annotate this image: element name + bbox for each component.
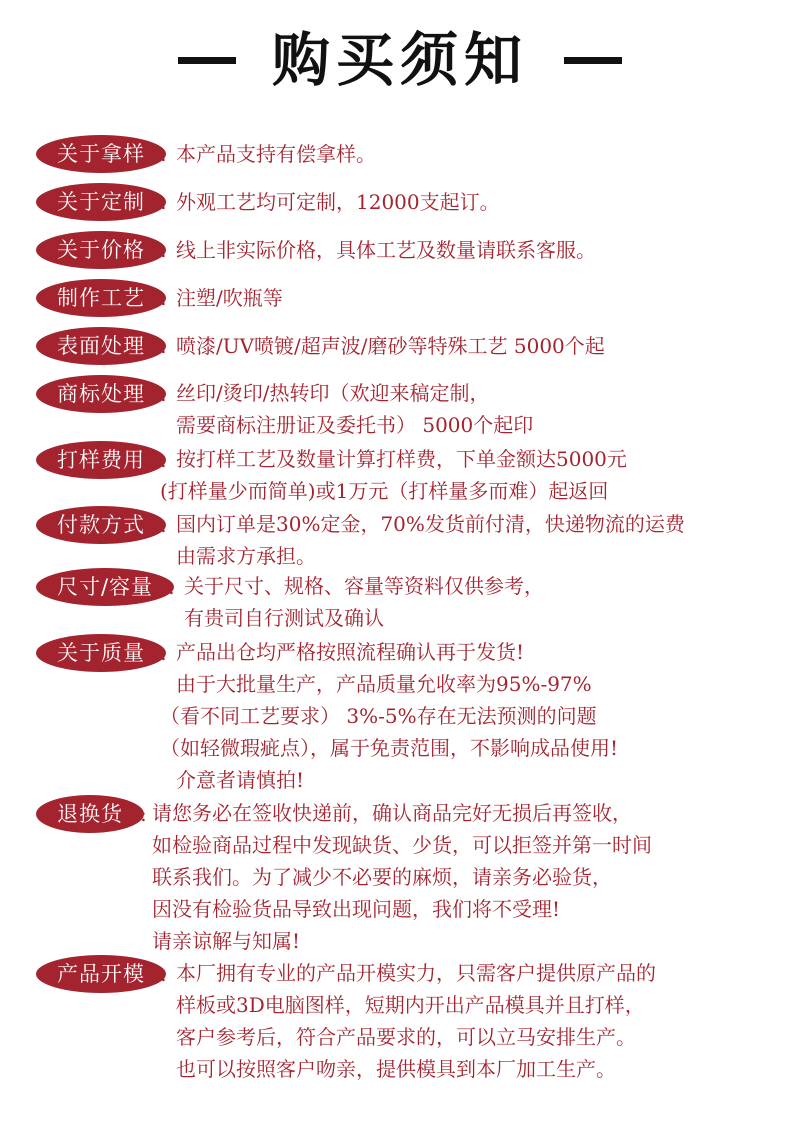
section-text-line: 请您务必在签收快递前，确认商品完好无损后再签收，: [152, 801, 632, 825]
section-label: 关于定制: [36, 183, 166, 221]
section-label: 产品开模: [36, 955, 166, 993]
section-text-line: 关于尺寸、规格、容量等资料仅供参考，: [184, 574, 544, 598]
section-text-line: 按打样工艺及数量计算打样费，下单金额达5000元: [176, 447, 627, 471]
section-text-line: 由于大批量生产，产品质量允收率为95%-97%: [176, 672, 592, 696]
section-text-line: 介意者请慎拍!: [176, 768, 305, 792]
section-label: 退换货: [36, 795, 144, 833]
section-text-line: 外观工艺均可定制，12000支起订。: [176, 190, 500, 214]
section-text-line: 如检验商品过程中发现缺货、少货，可以拒签并第一时间: [152, 833, 652, 857]
section-text-line: 需要商标注册证及委托书） 5000个起印: [176, 413, 534, 437]
section-text-line: 本厂拥有专业的产品开模实力，只需客户提供原产品的: [176, 961, 656, 985]
section-text-line: (打样量少而简单)或1万元（打样量多而难）起返回: [160, 479, 609, 503]
section-text-line: 也可以按照客户吻亲，提供模具到本厂加工生产。: [176, 1057, 616, 1081]
section-text-line: 客户参考后，符合产品要求的，可以立马安排生产。: [176, 1025, 636, 1049]
section-text-line: 因没有检验货品导致出现问题，我们将不受理!: [152, 897, 561, 921]
section-text-line: （如轻微瑕疵点），属于免责范围，不影响成品使用!: [160, 736, 619, 760]
title-dash-right: [564, 57, 622, 64]
title-dash-left: [178, 57, 236, 64]
section-label: 制作工艺: [36, 279, 166, 317]
section-text-line: 产品出仓均严格按照流程确认再于发货!: [176, 640, 525, 664]
section-colon: :: [160, 962, 167, 986]
section-text-line: （看不同工艺要求） 3%-5%存在无法预测的问题: [160, 704, 597, 728]
section-colon: :: [168, 575, 175, 599]
page-title: 购买须知: [271, 26, 528, 94]
section-label: 打样费用: [36, 441, 166, 479]
section-colon: :: [160, 334, 167, 358]
section-colon: :: [160, 641, 167, 665]
page-title-row: [0, 18, 800, 102]
section-colon: :: [160, 190, 167, 214]
section-label: 尺寸/容量: [36, 568, 174, 606]
section-text-line: 注塑/吹瓶等: [176, 286, 283, 310]
section-label: 付款方式: [36, 506, 166, 544]
section-text-line: 样板或3D电脑图样，短期内开出产品模具并且打样，: [176, 993, 645, 1017]
section-text-line: 国内订单是30%定金，70%发货前付清，快递物流的运费: [176, 512, 685, 536]
section-text-line: 本产品支持有偿拿样。: [176, 142, 376, 166]
section-text-line: 由需求方承担。: [176, 544, 316, 568]
section-colon: :: [160, 382, 167, 406]
section-label: 关于质量: [36, 634, 166, 672]
section-label: 商标处理: [36, 375, 166, 413]
section-colon: :: [160, 513, 167, 537]
section-colon: :: [160, 448, 167, 472]
section-colon: :: [160, 286, 167, 310]
section-label: 关于价格: [36, 231, 166, 269]
section-colon: :: [160, 142, 167, 166]
section-text-line: 线上非实际价格，具体工艺及数量请联系客服。: [176, 238, 596, 262]
section-text-line: 联系我们。为了减少不必要的麻烦，请亲务必验货，: [152, 865, 612, 889]
section-label: 关于拿样: [36, 135, 166, 173]
section-colon: :: [140, 802, 147, 826]
section-colon: :: [160, 238, 167, 262]
section-text-line: 喷漆/UV喷镀/超声波/磨砂等特殊工艺 5000个起: [176, 334, 605, 358]
section-text-line: 丝印/烫印/热转印（欢迎来稿定制，: [176, 381, 490, 405]
section-text-line: 有贵司自行测试及确认: [184, 606, 384, 630]
section-label: 表面处理: [36, 327, 166, 365]
section-text-line: 请亲谅解与知属!: [152, 929, 301, 953]
